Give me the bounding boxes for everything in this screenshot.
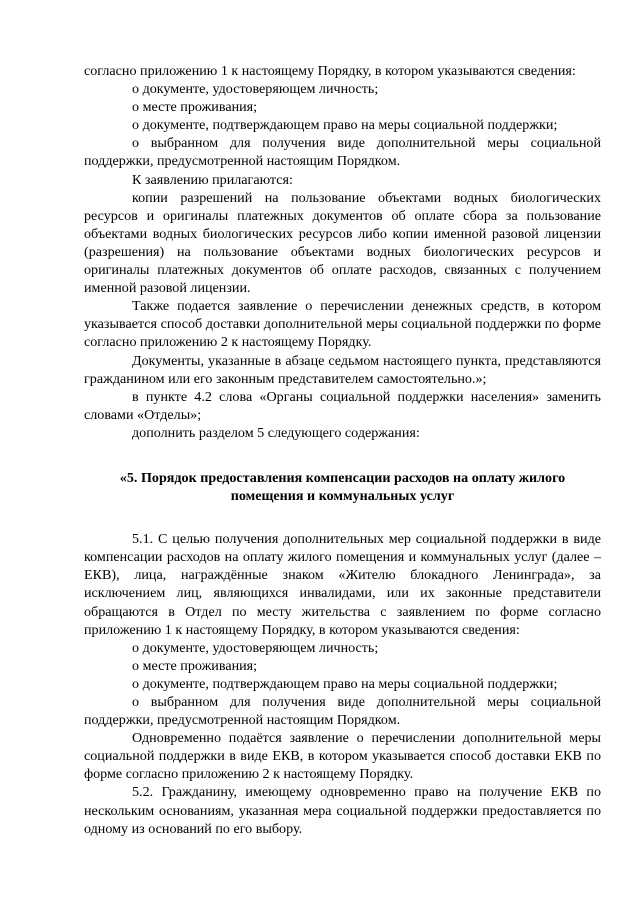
paragraph: в пункте 4.2 слова «Органы социальной поддержки населения» заменить словами «Отделы»; bbox=[84, 388, 601, 423]
section-heading: «5. Порядок предоставления компенсации расходов на оплату жилого помещения и коммунальных услуг bbox=[119, 469, 566, 505]
paragraph: дополнить разделом 5 следующего содержания: bbox=[132, 424, 420, 441]
paragraph: К заявлению прилагаются: bbox=[132, 171, 293, 188]
paragraph: 5.1. С целью получения дополнительных мер социальной поддержки в виде компенсации расходов на оплату жилого помещения и коммунальных услуг (далее – ЕКВ), лица, награждённые знаком «Жителю блокадного Ленинграда», за исключением лиц, являющихся инвалидами, или их законные представители обращаются в Отдел по месту жительства с заявлением по форме согласно приложению 1 к настоящему Порядку, в котором указываются сведения: bbox=[84, 531, 601, 638]
document-body bbox=[84, 62, 601, 838]
paragraph: 5.2. Гражданину, имеющему одновременно право на получение ЕКВ по нескольким основаниям, указанная мера социальной поддержки предоставляется по одному из оснований по его выбору. bbox=[84, 784, 601, 837]
paragraph: о документе, подтверждающем право на меры социальной поддержки; bbox=[132, 117, 558, 134]
paragraph: копии разрешений на пользование объектами водных биологических ресурсов и оригиналы платежных документов об оплате сбора за пользование объектами водных биологических ресурсов либо копии именной разовой лицензии (разрешения) на пользование объектами водных биологических ресурсов и оригиналы платежных документов об оплате расходов, связанных с получением именной разовой лицензии. bbox=[84, 189, 601, 297]
paragraph: о месте проживания; bbox=[132, 657, 258, 674]
paragraph: Также подается заявление о перечислении денежных средств, в котором указывается способ доставки дополнительной меры социальной поддержки по форме согласно приложению 2 к настоящему Порядку. bbox=[84, 298, 601, 351]
paragraph: согласно приложению 1 к настоящему Порядку, в котором указываются сведения: bbox=[84, 63, 576, 79]
paragraph: о документе, удостоверяющем личность; bbox=[132, 639, 379, 656]
paragraph: Документы, указанные в абзаце седьмом настоящего пункта, представляются гражданином или его законным представителем самостоятельно.»; bbox=[84, 352, 601, 387]
paragraph: о документе, удостоверяющем личность; bbox=[132, 81, 379, 98]
paragraph: Одновременно подаётся заявление о перечислении дополнительной меры социальной поддержки в виде ЕКВ, в котором указывается способ доставки ЕКВ по форме согласно приложению 2 к настоящему Порядку. bbox=[84, 730, 601, 783]
paragraph: о документе, подтверждающем право на меры социальной поддержки; bbox=[132, 675, 558, 692]
paragraph: о выбранном для получения виде дополнительной меры социальной поддержки, предусмотренной настоящим Порядком. bbox=[84, 135, 601, 170]
paragraph: о месте проживания; bbox=[132, 99, 258, 116]
paragraph: о выбранном для получения виде дополнительной меры социальной поддержки, предусмотренной настоящим Порядком. bbox=[84, 694, 601, 729]
